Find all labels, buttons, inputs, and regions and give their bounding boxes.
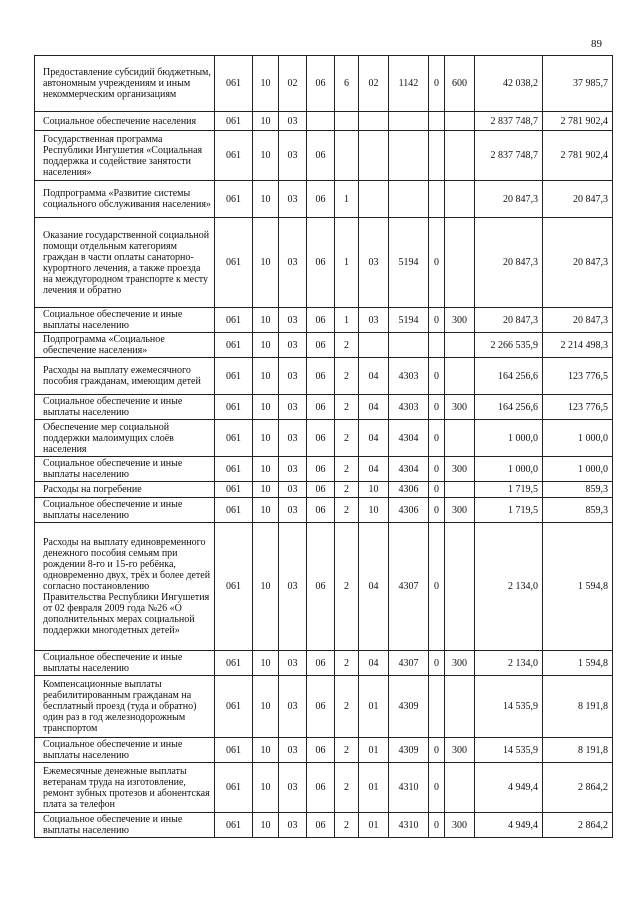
row-description: Подпрограмма «Развитие системы социального обслуживания населения» [35,181,215,218]
ministry-code: 061 [215,738,253,763]
amount-1: 164 256,6 [475,395,543,420]
table-row [35,112,613,131]
section-code: 10 [253,676,279,738]
amount-1: 1 000,0 [475,420,543,457]
subsection-code: 03 [279,813,307,838]
table-row [35,813,613,838]
table-row [35,676,613,738]
row-description: Расходы на погребение [35,482,215,498]
subsection-code: 03 [279,395,307,420]
program-code: 06 [307,308,335,333]
expense-type-code: 300 [445,308,475,333]
amount-2: 1 000,0 [543,420,613,457]
subsection-code: 03 [279,523,307,651]
expense-type-code [445,676,475,738]
amount-1: 1 719,5 [475,482,543,498]
expense-type-code [445,420,475,457]
direction-code: 4309 [389,676,429,738]
expense-type-code [445,181,475,218]
subsection-code: 03 [279,181,307,218]
expense-type-code [445,131,475,181]
section-code: 10 [253,498,279,523]
direction-code: 4307 [389,523,429,651]
extra-code: 0 [429,738,445,763]
subprogram-code: 2 [335,395,359,420]
subsection-code: 03 [279,738,307,763]
section-code: 10 [253,112,279,131]
subsection-code: 02 [279,56,307,112]
extra-code [429,112,445,131]
row-description: Обеспечение мер социальной поддержки малоимущих слоёв населения [35,420,215,457]
amount-1: 2 837 748,7 [475,131,543,181]
extra-code: 0 [429,763,445,813]
table-row [35,457,613,482]
amount-1: 14 535,9 [475,738,543,763]
direction-code: 5194 [389,218,429,308]
event-code: 10 [359,498,389,523]
expense-type-code [445,112,475,131]
subprogram-code: 2 [335,358,359,395]
subsection-code: 03 [279,218,307,308]
amount-1: 2 134,0 [475,651,543,676]
program-code: 06 [307,181,335,218]
ministry-code: 061 [215,651,253,676]
ministry-code: 061 [215,395,253,420]
expense-type-code: 300 [445,498,475,523]
amount-1: 2 134,0 [475,523,543,651]
subsection-code: 03 [279,482,307,498]
extra-code: 0 [429,651,445,676]
direction-code: 4310 [389,763,429,813]
extra-code: 0 [429,523,445,651]
program-code: 06 [307,333,335,358]
amount-2: 37 985,7 [543,56,613,112]
amount-1: 20 847,3 [475,308,543,333]
amount-2: 8 191,8 [543,676,613,738]
program-code: 06 [307,676,335,738]
amount-1: 20 847,3 [475,218,543,308]
extra-code: 0 [429,482,445,498]
amount-2: 859,3 [543,482,613,498]
table-row [35,763,613,813]
section-code: 10 [253,482,279,498]
table-row [35,420,613,457]
subprogram-code: 2 [335,420,359,457]
section-code: 10 [253,56,279,112]
expense-type-code: 300 [445,813,475,838]
direction-code: 4303 [389,395,429,420]
amount-1: 164 256,6 [475,358,543,395]
page-number: 89 [591,38,602,50]
section-code: 10 [253,738,279,763]
amount-2: 123 776,5 [543,358,613,395]
direction-code [389,181,429,218]
event-code: 04 [359,457,389,482]
subprogram-code: 6 [335,56,359,112]
event-code: 04 [359,395,389,420]
extra-code: 0 [429,358,445,395]
expense-type-code: 300 [445,738,475,763]
row-description: Социальное обеспечение и иные выплаты населению [35,498,215,523]
expense-type-code: 300 [445,457,475,482]
section-code: 10 [253,651,279,676]
section-code: 10 [253,181,279,218]
ministry-code: 061 [215,813,253,838]
ministry-code: 061 [215,112,253,131]
expense-type-code: 600 [445,56,475,112]
row-description: Подпрограмма «Социальное обеспечение населения» [35,333,215,358]
direction-code [389,333,429,358]
ministry-code: 061 [215,333,253,358]
ministry-code: 061 [215,523,253,651]
table-row [35,333,613,358]
subsection-code: 03 [279,112,307,131]
direction-code: 5194 [389,308,429,333]
subprogram-code: 2 [335,333,359,358]
subprogram-code [335,112,359,131]
expense-type-code [445,218,475,308]
expense-type-code [445,523,475,651]
extra-code [429,333,445,358]
row-description: Социальное обеспечение и иные выплаты населению [35,813,215,838]
program-code: 06 [307,420,335,457]
section-code: 10 [253,523,279,651]
row-description: Расходы на выплату единовременного денежного пособия семьям при рождении 8-го и 15-го ребёнка, одновременно двух, трёх и более детей согласно постановлению Правительства Республики Ингушетия от 02 февраля 2009 года №26 «О дополнительных мерах социальной поддержки многодетных детей» [35,523,215,651]
table-row [35,738,613,763]
section-code: 10 [253,420,279,457]
program-code: 06 [307,218,335,308]
event-code: 01 [359,738,389,763]
subsection-code: 03 [279,308,307,333]
amount-1: 2 266 535,9 [475,333,543,358]
row-description: Социальное обеспечение и иные выплаты населению [35,308,215,333]
ministry-code: 061 [215,420,253,457]
event-code [359,333,389,358]
ministry-code: 061 [215,676,253,738]
amount-2: 859,3 [543,498,613,523]
program-code: 06 [307,457,335,482]
direction-code: 4307 [389,651,429,676]
subsection-code: 03 [279,358,307,395]
direction-code: 4306 [389,498,429,523]
amount-2: 2 864,2 [543,813,613,838]
section-code: 10 [253,131,279,181]
program-code: 06 [307,131,335,181]
event-code: 01 [359,763,389,813]
row-description: Компенсационные выплаты реабилитированным гражданам на бесплатный проезд (туда и обратно) один раз в год железнодорожным транспортом [35,676,215,738]
ministry-code: 061 [215,56,253,112]
ministry-code: 061 [215,181,253,218]
extra-code [429,131,445,181]
subsection-code: 03 [279,420,307,457]
subsection-code: 03 [279,498,307,523]
subprogram-code [335,131,359,181]
table-row [35,395,613,420]
amount-2: 20 847,3 [543,181,613,218]
program-code: 06 [307,395,335,420]
extra-code [429,181,445,218]
expense-type-code [445,333,475,358]
table-row [35,56,613,112]
amount-1: 1 719,5 [475,498,543,523]
extra-code: 0 [429,395,445,420]
program-code: 06 [307,482,335,498]
table-row [35,523,613,651]
direction-code: 4304 [389,420,429,457]
event-code: 01 [359,676,389,738]
direction-code: 4303 [389,358,429,395]
direction-code [389,112,429,131]
table-row [35,308,613,333]
subprogram-code: 2 [335,523,359,651]
extra-code: 0 [429,308,445,333]
event-code: 04 [359,523,389,651]
row-description: Социальное обеспечение и иные выплаты населению [35,395,215,420]
ministry-code: 061 [215,763,253,813]
direction-code: 4309 [389,738,429,763]
event-code: 03 [359,308,389,333]
ministry-code: 061 [215,498,253,523]
subprogram-code: 1 [335,308,359,333]
section-code: 10 [253,218,279,308]
subprogram-code: 1 [335,181,359,218]
row-description: Оказание государственной социальной помощи отдельным категориям граждан в части оплаты санаторно-курортного лечения, а также проезда на междугородном транспорте к месту лечения и обратно [35,218,215,308]
amount-1: 42 038,2 [475,56,543,112]
section-code: 10 [253,763,279,813]
event-code [359,131,389,181]
section-code: 10 [253,457,279,482]
row-description: Социальное обеспечение и иные выплаты населению [35,738,215,763]
expense-type-code [445,763,475,813]
ministry-code: 061 [215,218,253,308]
program-code: 06 [307,523,335,651]
event-code: 04 [359,358,389,395]
section-code: 10 [253,308,279,333]
program-code: 06 [307,763,335,813]
expense-type-code [445,358,475,395]
program-code: 06 [307,56,335,112]
ministry-code: 061 [215,308,253,333]
extra-code [429,676,445,738]
expense-type-code: 300 [445,651,475,676]
direction-code: 1142 [389,56,429,112]
amount-2: 20 847,3 [543,308,613,333]
subprogram-code: 2 [335,813,359,838]
amount-2: 2 781 902,4 [543,131,613,181]
subsection-code: 03 [279,457,307,482]
event-code [359,112,389,131]
table-row [35,482,613,498]
subsection-code: 03 [279,333,307,358]
program-code: 06 [307,813,335,838]
row-description: Предоставление субсидий бюджетным, автономным учреждениям и иным некоммерческим организациям [35,56,215,112]
subprogram-code: 2 [335,763,359,813]
program-code: 06 [307,738,335,763]
amount-1: 20 847,3 [475,181,543,218]
program-code: 06 [307,651,335,676]
section-code: 10 [253,358,279,395]
extra-code: 0 [429,813,445,838]
row-description: Ежемесячные денежные выплаты ветеранам труда на изготовление, ремонт зубных протезов и абонентская плата за телефон [35,763,215,813]
subprogram-code: 2 [335,676,359,738]
section-code: 10 [253,333,279,358]
amount-1: 2 837 748,7 [475,112,543,131]
direction-code: 4304 [389,457,429,482]
amount-2: 2 781 902,4 [543,112,613,131]
event-code: 10 [359,482,389,498]
subprogram-code: 2 [335,498,359,523]
amount-1: 14 535,9 [475,676,543,738]
expense-type-code [445,482,475,498]
row-description: Социальное обеспечение и иные выплаты населению [35,457,215,482]
extra-code: 0 [429,498,445,523]
row-description: Социальное обеспечение населения [35,112,215,131]
table-row [35,651,613,676]
event-code: 04 [359,651,389,676]
amount-2: 8 191,8 [543,738,613,763]
program-code: 06 [307,358,335,395]
row-description: Государственная программа Республики Ингушетия «Социальная поддержка и содействие занятости населения» [35,131,215,181]
amount-2: 20 847,3 [543,218,613,308]
subprogram-code: 2 [335,457,359,482]
subsection-code: 03 [279,763,307,813]
event-code: 01 [359,813,389,838]
extra-code: 0 [429,457,445,482]
direction-code: 4310 [389,813,429,838]
ministry-code: 061 [215,457,253,482]
program-code: 06 [307,498,335,523]
amount-2: 1 594,8 [543,651,613,676]
event-code: 03 [359,218,389,308]
budget-table [34,55,613,838]
extra-code: 0 [429,56,445,112]
amount-2: 123 776,5 [543,395,613,420]
subsection-code: 03 [279,131,307,181]
amount-2: 1 594,8 [543,523,613,651]
extra-code: 0 [429,420,445,457]
direction-code: 4306 [389,482,429,498]
row-description: Расходы на выплату ежемесячного пособия гражданам, имеющим детей [35,358,215,395]
row-description: Социальное обеспечение и иные выплаты населению [35,651,215,676]
amount-1: 4 949,4 [475,763,543,813]
subsection-code: 03 [279,651,307,676]
event-code [359,181,389,218]
subprogram-code: 1 [335,218,359,308]
ministry-code: 061 [215,358,253,395]
expense-type-code: 300 [445,395,475,420]
subprogram-code: 2 [335,651,359,676]
subsection-code: 03 [279,676,307,738]
program-code [307,112,335,131]
amount-2: 2 214 498,3 [543,333,613,358]
section-code: 10 [253,395,279,420]
ministry-code: 061 [215,482,253,498]
section-code: 10 [253,813,279,838]
amount-2: 1 000,0 [543,457,613,482]
table-row [35,498,613,523]
table-row [35,131,613,181]
amount-2: 2 864,2 [543,763,613,813]
amount-1: 1 000,0 [475,457,543,482]
subprogram-code: 2 [335,482,359,498]
subprogram-code: 2 [335,738,359,763]
event-code: 02 [359,56,389,112]
amount-1: 4 949,4 [475,813,543,838]
event-code: 04 [359,420,389,457]
table-row [35,358,613,395]
ministry-code: 061 [215,131,253,181]
table-row [35,181,613,218]
table-row [35,218,613,308]
direction-code [389,131,429,181]
extra-code: 0 [429,218,445,308]
